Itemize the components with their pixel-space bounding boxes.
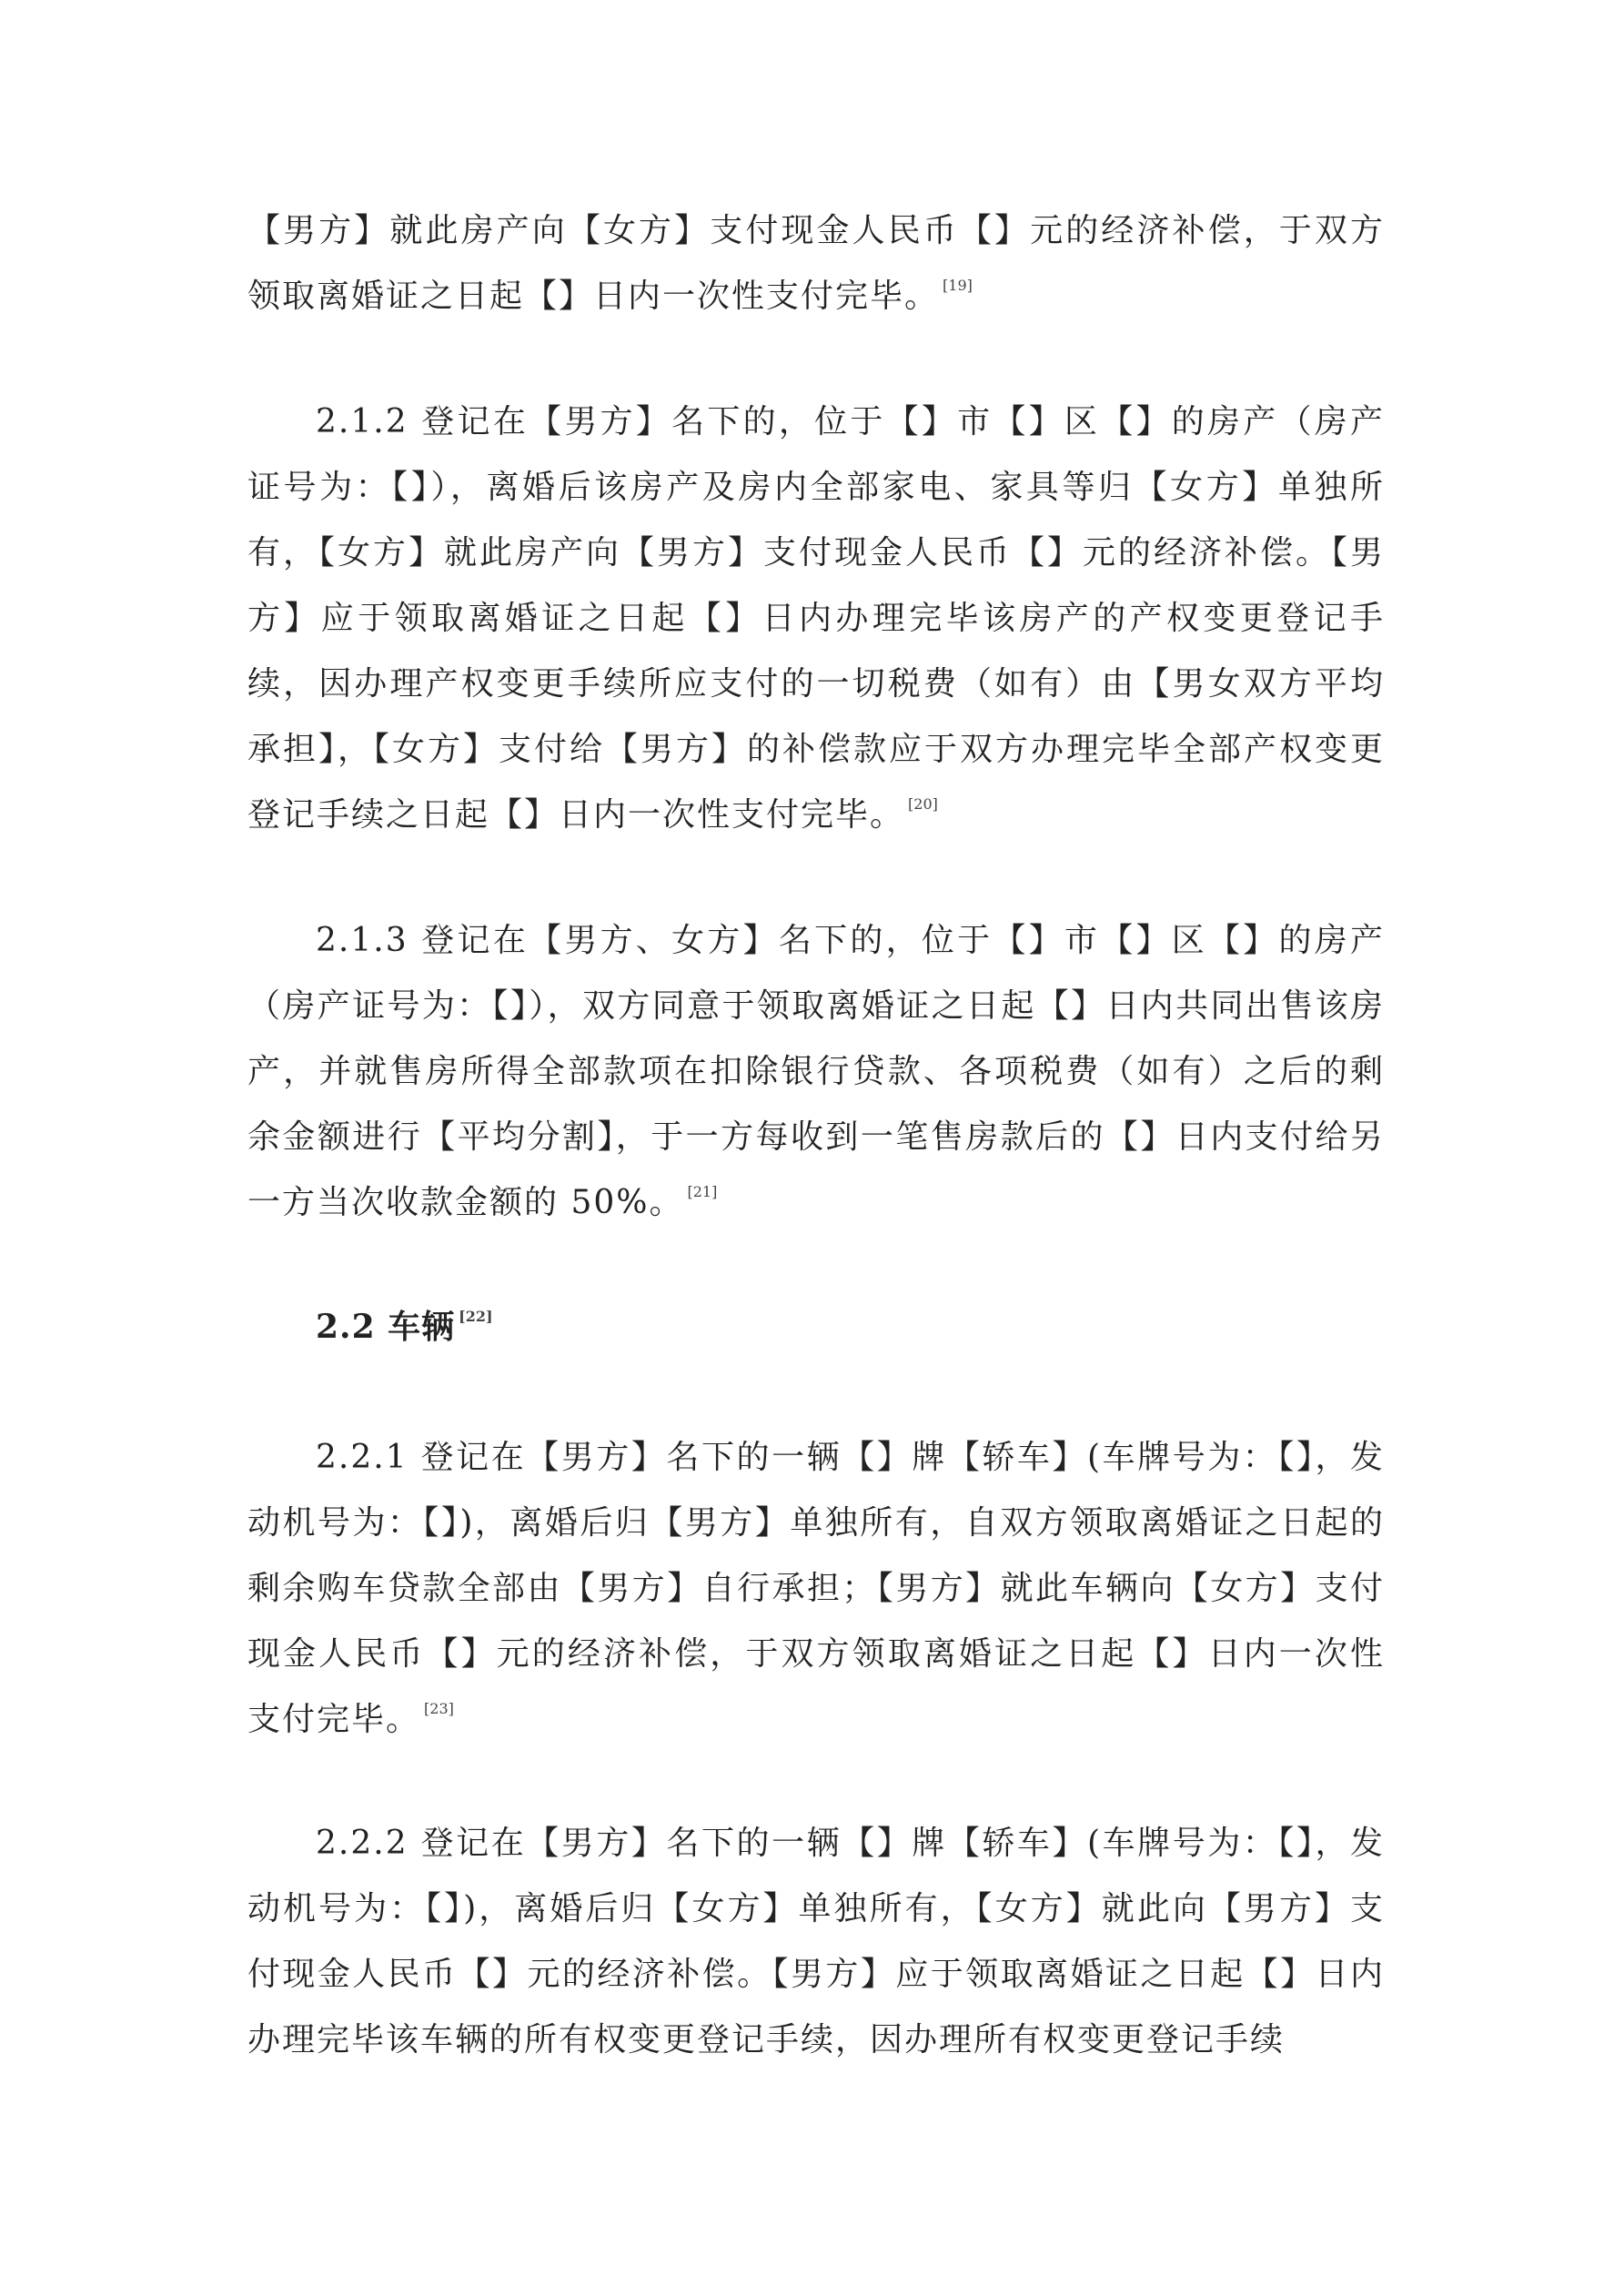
paragraph-text: 2.2.2 登记在【男方】名下的一辆【】牌【轿车】(车牌号为：【】，发动机号为：【】)，离婚后归【女方】单独所有，【女方】就此向【男方】支付现金人民币【】元的经济补偿。【男方】应于领取离婚证之日起【】日内办理完毕该车辆的所有权变更登记手续，因办理所有权变更登记手续 bbox=[247, 1825, 1385, 2058]
paragraph-text: 2.1.2 登记在【男方】名下的，位于【】市【】区【】的房产（房产证号为：【】），离婚后该房产及房内全部家电、家具等归【女方】单独所有，【女方】就此房产向【男方】支付现金人民币【】元的经济补偿。【男方】应于领取离婚证之日起【】日内办理完毕该房产的产权变更登记手续，因办理产权变更手续所应支付的一切税费（如有）由【男女双方平均承担】，【女方】支付给【男方】的补偿款应于双方办理完毕全部产权变更登记手续之日起【】日内一次性支付完毕。 bbox=[247, 403, 1385, 834]
paragraph-2-1-3 bbox=[247, 908, 1385, 1236]
footnote-ref: [20] bbox=[908, 795, 938, 813]
paragraph-text: 2.1.3 登记在【男方、女方】名下的，位于【】市【】区【】的房产（房产证号为：【】），双方同意于领取离婚证之日起【】日内共同出售该房产，并就售房所得全部款项在扣除银行贷款、各项税费（如有）之后的剩余金额进行【平均分割】，于一方每收到一笔售房款后的【】日内支付给另一方当次收款金额的 50%。 bbox=[247, 922, 1385, 1221]
paragraph-text: 【男方】就此房产向【女方】支付现金人民币【】元的经济补偿，于双方领取离婚证之日起【】日内一次性支付完毕。 bbox=[247, 212, 1385, 315]
heading-text: 2.2 车辆 bbox=[316, 1308, 456, 1346]
paragraph-2-2-1 bbox=[247, 1425, 1385, 1753]
footnote-ref: [19] bbox=[943, 277, 973, 294]
footnote-ref: [23] bbox=[424, 1700, 454, 1717]
paragraph-2-2-2 bbox=[247, 1811, 1385, 2073]
paragraph-2-1-2 bbox=[247, 389, 1385, 848]
paragraph-house-compensation bbox=[247, 198, 1385, 329]
paragraph-text: 2.2.1 登记在【男方】名下的一辆【】牌【轿车】(车牌号为：【】，发动机号为：【】)，离婚后归【男方】单独所有，自双方领取离婚证之日起的剩余购车贷款全部由【男方】自行承担；【男方】就此车辆向【女方】支付现金人民币【】元的经济补偿，于双方领取离婚证之日起【】日内一次性支付完毕。 bbox=[247, 1439, 1385, 1738]
footnote-ref: [21] bbox=[687, 1183, 718, 1200]
section-heading-vehicles bbox=[316, 1294, 493, 1360]
footnote-ref: [22] bbox=[459, 1308, 493, 1325]
